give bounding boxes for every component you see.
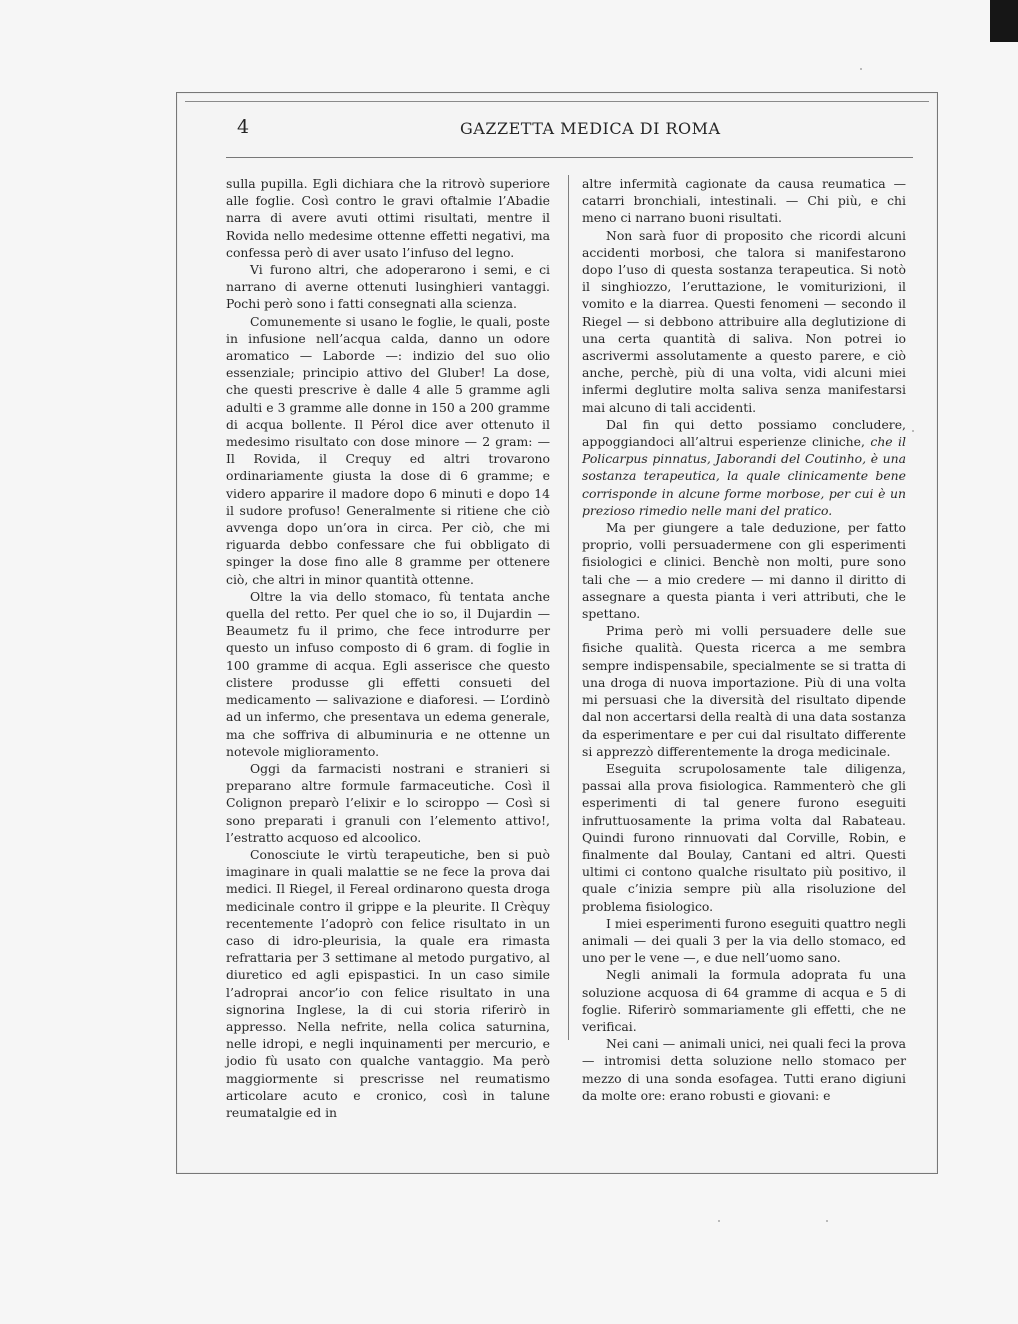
right-paragraph-6: Eseguita scrupolosamente tale diligenza, passai alla prova fisiologica. Rammenterò che gli esperimenti di tal genere furono eseguiti infruttuosamente la prima volta dal Rabateau. Quindi furono rinnuovati dal Corville, Robin, e finalmente dal Boulay, Cantani ed altri. Questi ultimi ci contono qualche risultato più positivo, il quale c’inizia sempre più alla risoluzione del problema fisiologico. [582, 760, 906, 914]
right-paragraph-4: Ma per giungere a tale deduzione, per fatto proprio, volli persuadermene con gli esperimenti fisiologici e clinici. Benchè non molti, pure sono tali che — a mio credere — mi danno il diritto di assegnare a questa pianta i veri attributi, che le spettano. [582, 520, 906, 622]
header-rule [226, 157, 913, 158]
left-paragraph-4: Oltre la via dello stomaco, fù tentata anche quella del retto. Per quel che io so, il Dujardin — Beaumetz fu il primo, che fece introdurre per questo un infuso composto di 6 gram. di foglie in 100 gramme di acqua. Egli asserisce che questo clistere produsse gli effetti consueti del medicamento — salivazione e diaforesi. — L’ordinò ad un infermo, che presentava un edema generale, ma che soffriva di albuminuria e ne ottenne un notevole miglioramento. [226, 588, 550, 759]
right-paragraph-7: I miei esperimenti furono eseguiti quattro negli animali — dei quali 3 per la via dello stomaco, ed uno per le vene —, e due nell’uomo sano. [582, 915, 906, 966]
document-page [176, 92, 938, 1174]
right-paragraph-8: Negli animali la formula adoprata fu una soluzione acquosa di 64 gramme di acqua e 5 di foglie. Riferirò sommariamente gli effetti, che ne verificai. [582, 967, 906, 1034]
scan-corner-shadow [990, 0, 1018, 42]
right-paragraph-1: altre infermità cagionate da causa reumatica — catarri bronchiali, intestinali. — Chi più, e chi meno ci narrano buoni risultati. [582, 176, 906, 226]
page-number: 4 [237, 116, 250, 138]
paper-speck [912, 430, 914, 432]
paper-speck [826, 1220, 828, 1222]
left-column [226, 175, 550, 1121]
right-column [582, 175, 906, 1104]
right-paragraph-2: Non sarà fuor di proposito che ricordi alcuni accidenti morbosi, che talora si manifestarono dopo l’uso di questa sostanza terapeutica. Si notò il singhiozzo, l’eruttazione, le vomiturizioni, il vomito e la diarrea. Questi fenomeni — secondo il Riegel — si debbono attribuire alla deglutizione di una certa quantità di saliva. Non potrei io ascrivermi assolutamente a questo parere, e ciò anche, perchè, più di una volta, vidi alcuni miei infermi deglutire molta saliva senza manifestarsi mai alcuno di tali accidenti. [582, 227, 906, 415]
journal-title: GAZZETTA MEDICA DI ROMA [460, 119, 721, 138]
right-paragraph-3-lead [582, 416, 906, 519]
top-border-line [185, 101, 929, 102]
column-divider [568, 175, 569, 1040]
left-paragraph-3: Comunemente si usano le foglie, le quali, poste in infusione nell’acqua calda, danno un odore aromatico — Laborde —: indizio del suo olio essenziale; principio attivo del Gluber! La dose, che questi prescrive è dalle 4 alle 5 gramme agli adulti e 3 gramme alle donne in 150 a 200 gramme di acqua bollente. Il Pérol dice aver ottenuto il medesimo risultato con dose minore — 2 gram: — Il Rovida, il Crequy ed altri trovarono ordinariamente giusta la dose di 6 gramme; e videro apparire il madore dopo 6 minuti e dopo 14 il sudore profuso! Generalmente si ritiene che ciò avvenga dopo un’ora in circa. Per ciò, che mi riguarda debbo confessare che fui obbligato di spinger la dose fino alle 8 gramme per ottenere ciò, che altri in minor quantità ottenne. [226, 313, 550, 587]
conclusion-lead: Dal fin qui detto possiamo concludere, appoggiandoci all’altrui esperienze cliniche, [582, 416, 906, 450]
left-paragraph-1: sulla pupilla. Egli dichiara che la ritrovò superiore alle foglie. Così contro le gravi oftalmie l’Abadie narra di avere avuti ottimi risultati, mentre il Rovida nello medesime ottenne effetti negativi, ma confessa però di aver usato l’infuso del legno. [226, 176, 550, 260]
conclusion-italic: che il Policarpus pinnatus, Jaborandi del Coutinho, è una sostanza terapeutica, la quale clinicamente bene corrisponde in alcune forme morbose, per cui è un prezioso rimedio nelle mani del pratico. [582, 434, 906, 518]
left-paragraph-2: Vi furono altri, che adoperarono i semi, e ci narrano di averne ottenuti lusinghieri vantaggi. Pochi però sono i fatti consegnati alla scienza. [226, 262, 550, 312]
paper-speck [718, 1220, 720, 1222]
right-paragraph-9: Nei cani — animali unici, nei quali feci la prova — intromisi detta soluzione nello stomaco per mezzo di una sonda esofagea. Tutti erano digiuni da molte ore: erano robusti e giovani: e [582, 1036, 906, 1103]
right-paragraph-5: Prima però mi volli persuadere delle sue fisiche qualità. Questa ricerca a me sembra sempre indispensabile, specialmente se si tratta di una droga di nuova importazione. Più di una volta mi persuasi che la diversità del risultato dipende dal non accertarsi della realtà di una data sostanza da esperimentare e per cui dal risultato differente si apprezzò differentemente la droga medicinale. [582, 623, 906, 759]
page-header [177, 109, 937, 139]
left-paragraph-5: Oggi da farmacisti nostrani e stranieri si preparano altre formule farmaceutiche. Così il Colignon preparò l’elixir e lo sciroppo — Così si sono preparati i granuli con l’elemento attivo!, l’estratto acquoso ed alcoolico. [226, 760, 550, 845]
left-paragraph-6: Conosciute le virtù terapeutiche, ben si può imaginare in quali malattie se ne fece la prova dai medici. Il Riegel, il Fereal ordinarono questa droga medicinale contro il grippe e la pleurite. Il Crèquy recentemente l’adoprò con felice risultato in un caso di idro-pleurisia, la quale era rimasta refrattaria per 3 settimane al metodo purgativo, al diuretico ed agli epispastici. In un caso simile l’adroprai ancor’io con felice risultato in una signorina Inglese, la di cui storia riferirò in appresso. Nella nefrite, nella colica saturnina, nelle idropi, e negli inquinamenti per mercurio, e jodio fù usato con qualche vantaggio. Ma però maggiormente si prescrisse nel reumatismo articolare acuto e cronico, così in talune reumatalgie ed in [226, 846, 550, 1120]
paper-speck [860, 68, 862, 70]
